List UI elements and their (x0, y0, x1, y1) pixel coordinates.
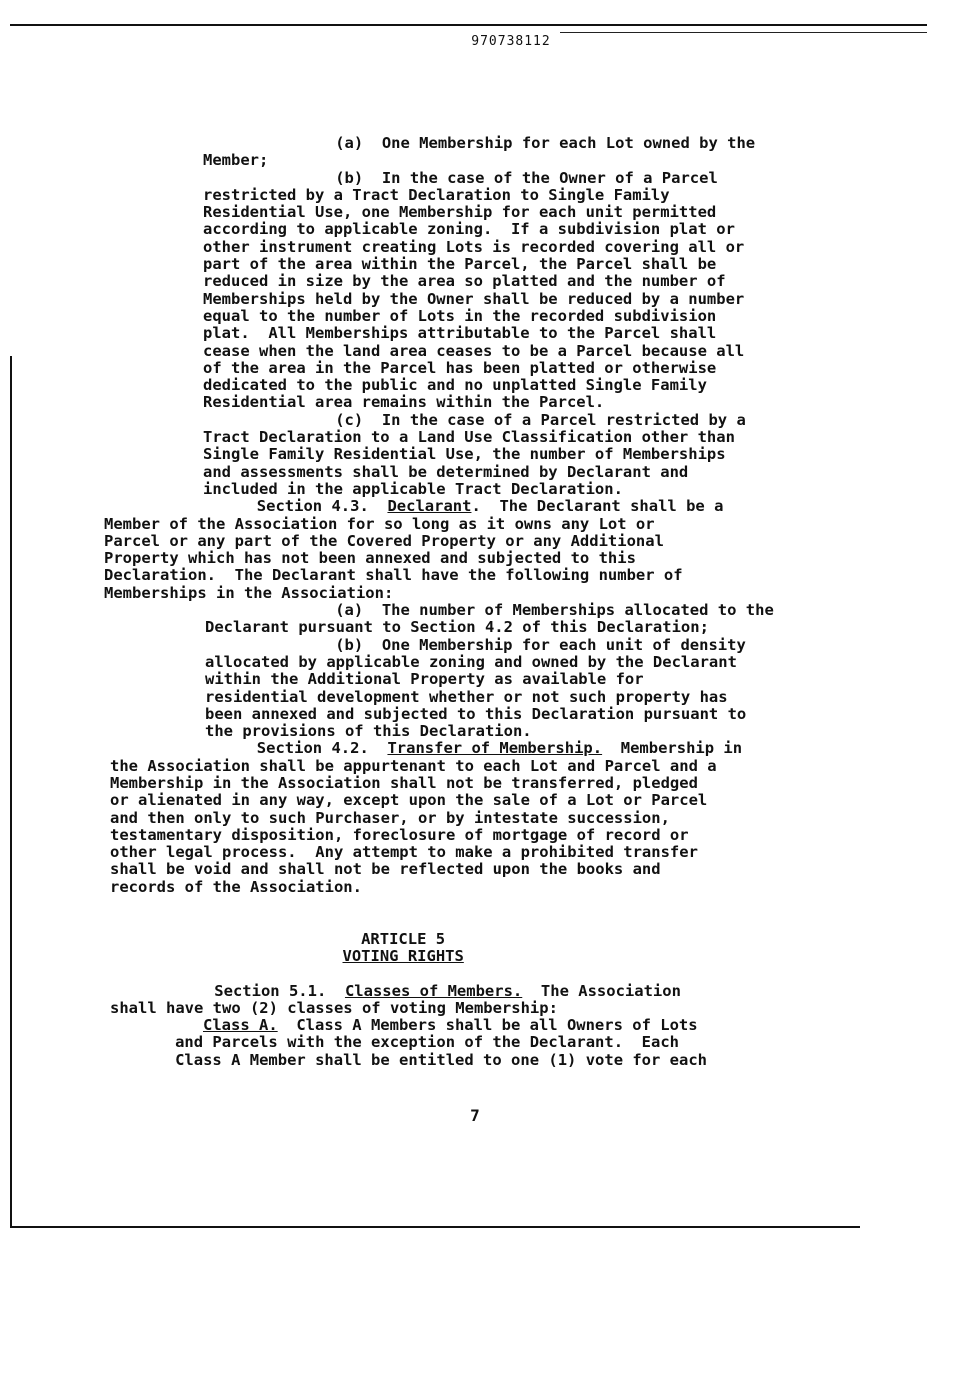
text-line (104, 498, 864, 515)
text-segment: The Association (522, 981, 681, 1000)
text-line (104, 308, 864, 325)
text-segment: Section 5.1. (214, 981, 345, 1000)
text-segment: residential development whether or not such property has (205, 687, 728, 706)
underlined-heading: Classes of Members. (344, 981, 523, 1000)
text-segment: . The Declarant shall be a (471, 497, 724, 516)
text-segment: Section 4.3. (256, 497, 388, 516)
text-line (104, 775, 864, 792)
text-line (104, 516, 864, 533)
text-segment: allocated by applicable zoning and owned by the Declarant (205, 652, 737, 671)
text-line (104, 896, 864, 913)
text-segment: according to applicable zoning. If a subdivision plat or (203, 220, 735, 239)
document-body (104, 135, 864, 1069)
text-segment: Declarant pursuant to Section 4.2 of this Declaration; (205, 618, 709, 637)
text-segment: within the Additional Property as available for (205, 670, 644, 689)
text-line (104, 256, 864, 273)
text-segment: testamentary disposition, foreclosure of mortgage of record or (110, 825, 689, 844)
text-line (104, 792, 864, 809)
text-segment: of the area in the Parcel has been platted or otherwise (203, 358, 717, 377)
top-rule-secondary (560, 32, 927, 33)
text-line (104, 689, 864, 706)
text-line (104, 965, 864, 982)
text-segment: the Association shall be appurtenant to each Lot and Parcel and a (110, 756, 717, 775)
document-number: 970738112 (471, 34, 551, 49)
text-segment: Member; (203, 151, 269, 170)
text-line (104, 1017, 864, 1034)
text-line (104, 135, 864, 152)
underlined-heading: Transfer of Membership. (387, 739, 603, 758)
text-line (104, 550, 864, 567)
text-segment: the provisions of this Declaration. (205, 722, 532, 741)
text-segment: part of the area within the Parcel, the Parcel shall be (203, 255, 717, 274)
text-line (104, 827, 864, 844)
text-line (104, 740, 864, 757)
text-segment: dedicated to the public and no unplatted Single Family (203, 376, 707, 395)
text-segment: Single Family Residential Use, the number of Memberships (203, 445, 726, 464)
text-segment: and Parcels with the exception of the Declarant. Each (175, 1033, 680, 1052)
page-number: 7 (470, 1106, 480, 1125)
text-line (104, 221, 864, 238)
text-segment: (b) In the case of the Owner of a Parcel (335, 168, 718, 187)
text-line (104, 170, 864, 187)
text-line (104, 152, 864, 169)
text-line (104, 1034, 864, 1051)
text-line (104, 187, 864, 204)
text-segment: equal to the number of Lots in the recorded subdivision (203, 306, 717, 325)
text-line (104, 377, 864, 394)
text-line (104, 844, 864, 861)
text-line (104, 654, 864, 671)
text-segment: and then only to such Purchaser, or by intestate succession, (110, 808, 670, 827)
text-segment: Section 4.2. (256, 739, 388, 758)
text-line (104, 429, 864, 446)
underlined-heading: Class A. (203, 1016, 278, 1035)
left-margin-rule (10, 356, 12, 1226)
text-line (104, 879, 864, 896)
text-segment: been annexed and subjected to this Declaration pursuant to (205, 704, 747, 723)
text-line (104, 446, 864, 463)
text-line (104, 758, 864, 775)
text-line (104, 360, 864, 377)
bottom-rule (10, 1226, 860, 1228)
text-line (104, 706, 864, 723)
text-segment: Residential area remains within the Parcel. (203, 393, 605, 412)
text-line (104, 637, 864, 654)
text-segment: (c) In the case of a Parcel restricted by a (335, 410, 746, 429)
text-segment: included in the applicable Tract Declaration. (203, 479, 623, 498)
text-segment: (b) One Membership for each unit of density (335, 635, 746, 654)
text-line (104, 913, 864, 930)
text-segment: Declaration. The Declarant shall have the following number of (104, 566, 683, 585)
text-line (104, 861, 864, 878)
text-line (104, 1000, 864, 1017)
text-segment: Tract Declaration to a Land Use Classification other than (203, 428, 735, 447)
text-segment: Class A Member shall be entitled to one (1) vote for each (175, 1050, 708, 1069)
text-line (104, 1052, 864, 1069)
text-line (104, 412, 864, 429)
text-segment: shall be void and shall not be reflected upon the books and (110, 860, 661, 879)
text-segment: (a) The number of Memberships allocated to the (335, 601, 774, 620)
text-line (104, 585, 864, 602)
text-line (104, 948, 864, 965)
text-line (104, 723, 864, 740)
text-line (104, 394, 864, 411)
text-segment: and assessments shall be determined by Declarant and (203, 462, 689, 481)
text-segment: or alienated in any way, except upon the sale of a Lot or Parcel (110, 791, 708, 810)
text-segment: Memberships held by the Owner shall be reduced by a number (203, 289, 745, 308)
text-line (104, 533, 864, 550)
text-segment: Memberships in the Association: (104, 583, 394, 602)
text-line (104, 567, 864, 584)
text-line (104, 204, 864, 221)
text-line (104, 273, 864, 290)
text-segment: shall have two (2) classes of voting Membership: (110, 998, 558, 1017)
text-segment: other instrument creating Lots is recorded covering all or (203, 237, 745, 256)
text-segment: Class A Members shall be all Owners of Lots (277, 1016, 698, 1035)
underlined-heading: Declarant (387, 497, 472, 516)
text-segment: Membership in (602, 739, 743, 758)
text-line (104, 671, 864, 688)
text-segment: (a) One Membership for each Lot owned by the (335, 134, 756, 152)
text-line (104, 810, 864, 827)
top-rule (10, 24, 927, 26)
text-segment: Residential Use, one Membership for each unit permitted (203, 203, 717, 222)
underlined-heading: VOTING RIGHTS (342, 946, 464, 965)
text-segment: cease when the land area ceases to be a Parcel because all (203, 341, 745, 360)
text-segment: Property which has not been annexed and subjected to this (104, 549, 636, 568)
text-line (104, 291, 864, 308)
text-segment: restricted by a Tract Declaration to Single Family (203, 185, 670, 204)
text-segment: Member of the Association for so long as it owns any Lot or (104, 514, 655, 533)
text-segment: Membership in the Association shall not be transferred, pledged (110, 773, 698, 792)
text-segment: ARTICLE 5 (361, 929, 446, 948)
text-line (104, 239, 864, 256)
text-line (104, 481, 864, 498)
text-segment: Parcel or any part of the Covered Property or any Additional (104, 531, 664, 550)
text-segment: plat. All Memberships attributable to the Parcel shall (203, 324, 717, 343)
text-line (104, 464, 864, 481)
text-line (104, 931, 864, 948)
text-line (104, 619, 864, 636)
text-line (104, 343, 864, 360)
text-line (104, 983, 864, 1000)
text-segment: other legal process. Any attempt to make a prohibited transfer (110, 843, 698, 862)
text-line (104, 602, 864, 619)
text-segment: reduced in size by the area so platted and the number of (203, 272, 726, 291)
text-line (104, 325, 864, 342)
text-segment: records of the Association. (110, 877, 362, 896)
